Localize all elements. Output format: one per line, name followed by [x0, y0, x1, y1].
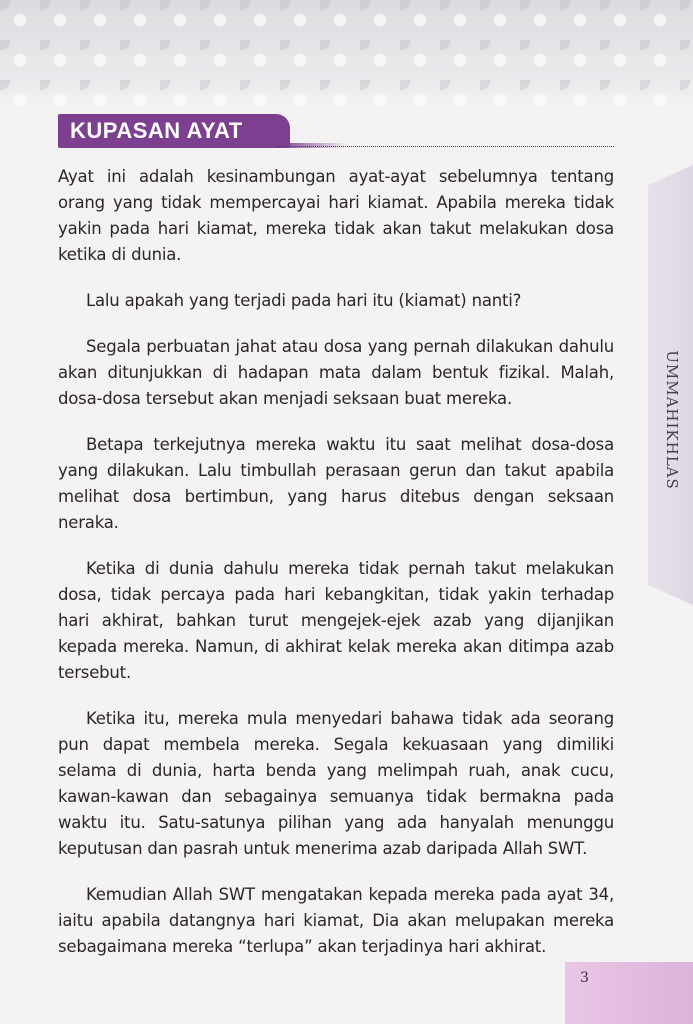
heading-divider	[278, 146, 614, 147]
page-number: 3	[580, 970, 589, 986]
paragraph: Ayat ini adalah kesinambungan ayat-ayat sebelumnya tentang orang yang tidak mempercayai hari kiamat. Apabila mereka tidak yakin pada hari kiamat, mereka tidak akan takut melakukan dosa ketika di dunia.	[58, 167, 614, 264]
section-heading	[58, 114, 290, 148]
top-decorative-pattern	[0, 0, 693, 110]
paragraph: Segala perbuatan jahat atau dosa yang pernah dilakukan dahulu akan ditunjukkan di hadapan mata dalam bentuk fizikal. Malah, dosa-dosa tersebut akan menjadi seksaan buat mereka.	[58, 337, 614, 408]
section-heading-wrap	[58, 114, 614, 150]
side-label-container	[652, 330, 692, 510]
side-label: UMMAHIKHLAS	[663, 350, 681, 490]
section-heading-text: KUPASAN AYAT	[70, 118, 243, 143]
body-text	[58, 164, 614, 980]
paragraph: Betapa terkejutnya mereka waktu itu saat melihat dosa-dosa yang dilakukan. Lalu timbullah perasaan gerun dan takut apabila melihat dosa bertimbun, yang harus ditebus dengan seksaan neraka.	[58, 435, 614, 532]
paragraph: Ketika itu, mereka mula menyedari bahawa tidak ada seorang pun dapat membela mereka. Segala kekuasaan yang dimiliki selama di dunia, harta benda yang melimpah ruah, anak cucu, kawan-kawan dan sebagainya semuanya tidak bermakna pada waktu itu. Satu-satunya pilihan yang ada hanyalah menunggu keputusan dan pasrah untuk menerima azab daripada Allah SWT.	[58, 709, 614, 858]
paragraph: Ketika di dunia dahulu mereka tidak pernah takut melakukan dosa, tidak percaya pada hari kebangkitan, tidak yakin terhadap hari akhirat, bahkan turut mengejek-ejek azab yang dijanjikan kepada mereka. Namun, di akhirat kelak mereka akan ditimpa azab tersebut.	[58, 559, 614, 682]
paragraph: Kemudian Allah SWT mengatakan kepada mereka pada ayat 34, iaitu apabila datangnya hari kiamat, Dia akan melupakan mereka sebagaimana mereka “terlupa” akan terjadinya hari akhirat.	[58, 885, 614, 956]
paragraph: Lalu apakah yang terjadi pada hari itu (kiamat) nanti?	[86, 291, 522, 310]
